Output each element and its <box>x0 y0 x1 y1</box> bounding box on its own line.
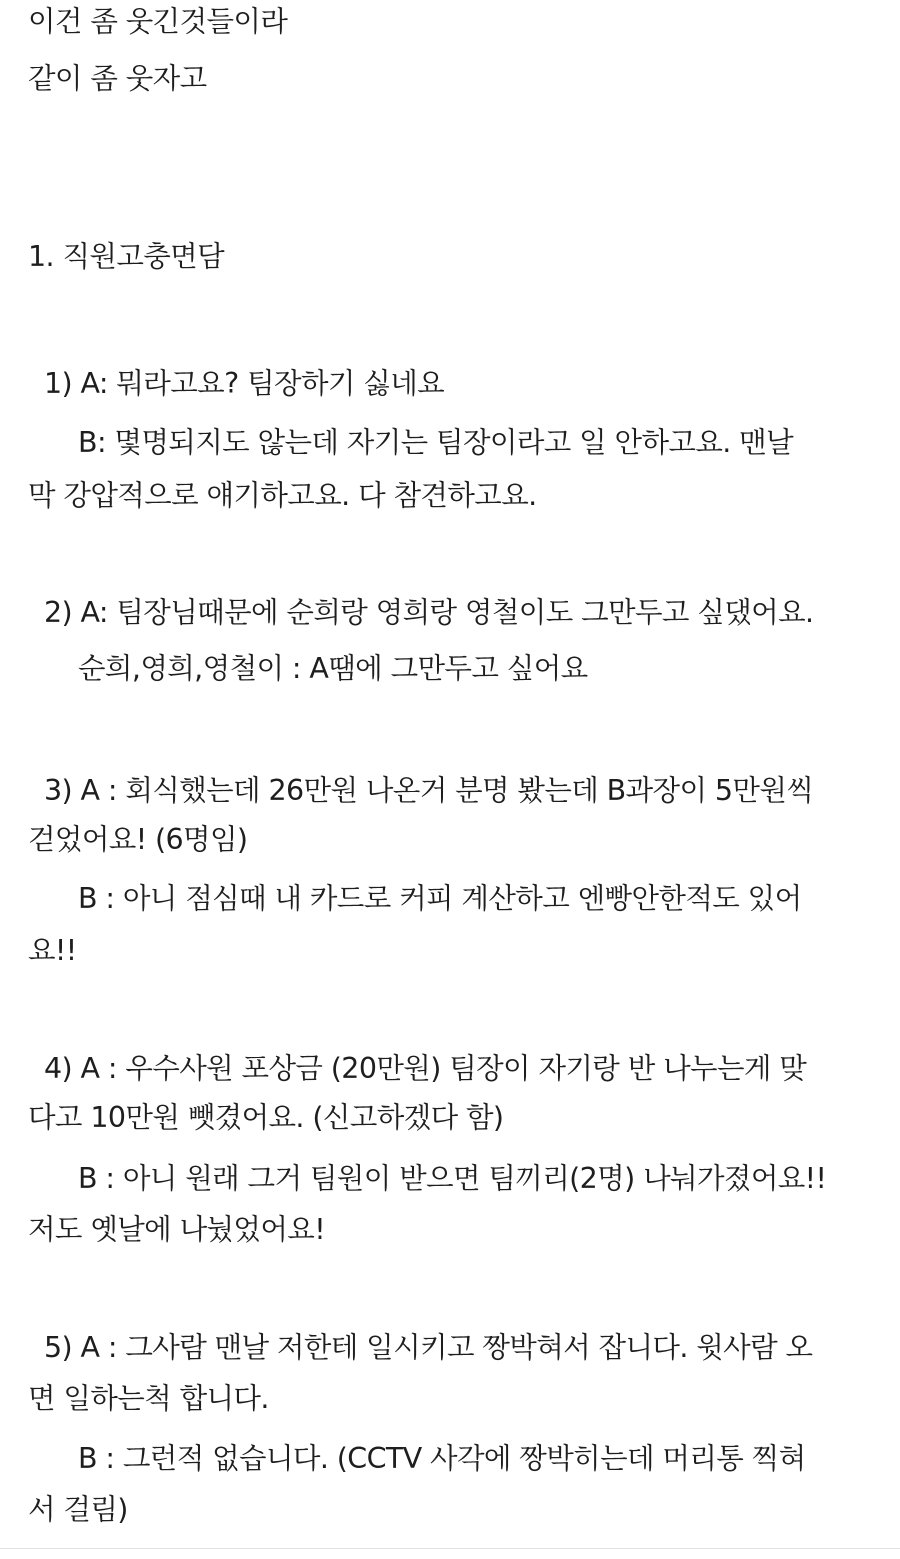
bottom-divider <box>0 1548 900 1549</box>
item-4-line-3: B : 아니 원래 그거 팀원이 받으면 팀끼리(2명) 나눠가졌어요!! <box>78 1162 827 1195</box>
intro-line-1: 이건 좀 웃긴것들이라 <box>28 5 288 38</box>
item-5-line-4: 서 걸림) <box>28 1493 128 1526</box>
item-1-line-2: B: 몇명되지도 않는데 자기는 팀장이라고 일 안하고요. 맨날 <box>78 426 794 459</box>
intro-line-2: 같이 좀 웃자고 <box>28 62 207 95</box>
item-5-line-3: B : 그런적 없습니다. (CCTV 사각에 짱박히는데 머리통 찍혀 <box>78 1442 806 1475</box>
item-4-line-1: 4) A : 우수사원 포상금 (20만원) 팀장이 자기랑 반 나누는게 맞 <box>44 1052 807 1085</box>
item-5-line-1: 5) A : 그사람 맨날 저한테 일시키고 짱박혀서 잡니다. 윗사람 오 <box>44 1331 813 1364</box>
item-2-line-2: 순희,영희,영철이 : A땜에 그만두고 싶어요 <box>78 652 588 685</box>
section-title: 1. 직원고충면담 <box>28 240 225 273</box>
item-5-line-2: 면 일하는척 합니다. <box>28 1382 269 1415</box>
item-3-line-1: 3) A : 회식했는데 26만원 나온거 분명 봤는데 B과장이 5만원씩 <box>44 774 814 807</box>
item-1-line-1: 1) A: 뭐라고요? 팀장하기 싫네요 <box>44 367 445 400</box>
item-4-line-4: 저도 옛날에 나눴었어요! <box>28 1213 326 1246</box>
item-3-line-2: 걷었어요! (6명임) <box>28 823 248 856</box>
item-3-line-3: B : 아니 점심때 내 카드로 커피 계산하고 엔빵안한적도 있어 <box>78 882 802 915</box>
item-2-line-1: 2) A: 팀장님때문에 순희랑 영희랑 영철이도 그만두고 싶댔어요. <box>44 596 814 629</box>
item-3-line-4: 요!! <box>28 934 77 967</box>
item-1-line-3: 막 강압적으로 얘기하고요. 다 참견하고요. <box>28 479 537 512</box>
item-4-line-2: 다고 10만원 뺏겼어요. (신고하겠다 함) <box>28 1101 504 1134</box>
